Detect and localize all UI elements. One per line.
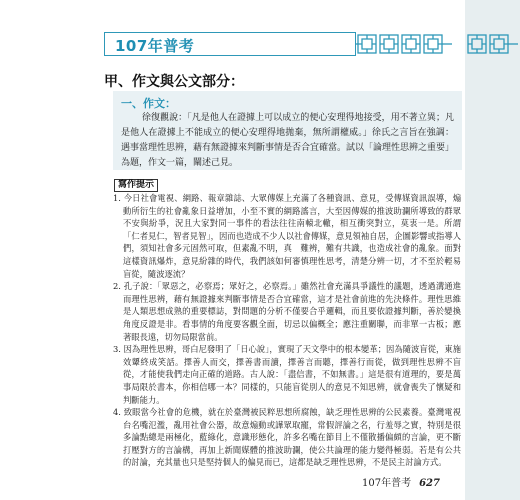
- list-item: 2. 孔子說：「眾惡之，必察焉；眾好之，必察焉。」雖然社會充滿具爭議性的議題，透過溝通進而理性思辨，藉有無證據來判斷事情是否合宜確當，這才是社會前進的先決條件。理性思維是人類思想成熟的重要標誌，對問題的分析不僅要合乎邏輯，而且要依證據判斷，善於變換角度反證是非。看事情的角度要客觀全面，切忌以偏概全；應注重關聯，而非單一古板；應著眼長遠，切勿局限當前。: [113, 281, 461, 342]
- essay-prompt-text: 徐復觀說：「凡是他人在證據上可以成立的便心安理得地接受，用不著立異；凡是他人在證據上不能成立的便心安理得地拋棄，無所謂權威。」徐氏之言旨在強調：遇事當理性思辨，藉有無證據來判斷事情是否合宜確當。試以「論理性思辨之重要」為題，作文一篇，闡述己見。: [121, 113, 455, 168]
- page-number: 627: [419, 478, 440, 489]
- list-item: 3. 因為理性思辨，哥白尼發明了「日心說」，實現了天文學中的根本變革；因為隨波盲從，東施效顰終成笑話。擇善人而交，擇善書而讀，擇善言而聽，擇善行而從，做到理性思辨不盲從，才能使我們走向正確的道路。古人說：「盡信書，不如無書。」這是很有道理的，要是萬事局限於書本，你相信哪一本？同樣的，只能盲從別人的意見不知思辨，就會喪失了懷疑和判斷能力。: [113, 344, 461, 405]
- list-item: 4. 致眼當今社會的危機，就在於臺灣被民粹思想所腐蝕，缺乏理性思辨的公民素養。臺灣電視台名嘴氾濫，亂用社會公器，故意煽動或譁眾取寵，常假評論之名，行羞辱之實，特別是很多論點總是兩極化，藍綠化，意識形態化，許多名嘴在節目上不僅散播偏頗的言論，更不斷打壓對方的言論構，再加上新聞媒體的推波助瀾，使公共論理的能力變得極弱。若是有公共的討論，充其量也只是堅持個人的偏見而已，這都是缺乏理性思辨，不是民主討論方式。: [113, 407, 461, 468]
- exam-title-box: [104, 32, 356, 56]
- essay-prompt-box: [113, 91, 462, 170]
- writing-tips-list: [113, 192, 461, 469]
- lattice-ornament-strip: [466, 31, 518, 57]
- decorative-side-strip: [465, 0, 520, 500]
- essay-label: 一、作文：: [121, 97, 176, 110]
- lattice-ornament: [356, 31, 452, 57]
- page-title: 107年普考: [115, 37, 195, 55]
- section-heading: 甲、作文與公文部分：: [104, 74, 244, 90]
- running-title: 107年普考: [362, 478, 412, 489]
- page-footer: [362, 474, 440, 489]
- list-item: 1. 今日社會電視、網路、報章雜誌、大眾傳媒上充滿了各種資訊、意見，受傳媒資訊誤導，煽動所衍生的社會亂象日益增加，小至不實的網路謠言，大至因傳媒的推波助瀾所導致的群眾不安與紛爭，況且大家對同一事件的看法往往南轅北轍，相互衝突對立，莫衷一是。所謂「仁者見仁，智者見智」，因而也造成不少人以社會傳媒，意見領袖自居，企圖影響或指導人們，須知社會多元固然可取，但素亂不明，真 難辨，難有共識，也造成社會的亂象。面對這樣資訊爆炸，意見紛雜的時代，我們該如何審慎理性思考，清楚分辨一切，才不至於輕易盲從，隨波逐流？: [113, 193, 461, 279]
- writing-tips-label: 寫作提示: [114, 179, 158, 192]
